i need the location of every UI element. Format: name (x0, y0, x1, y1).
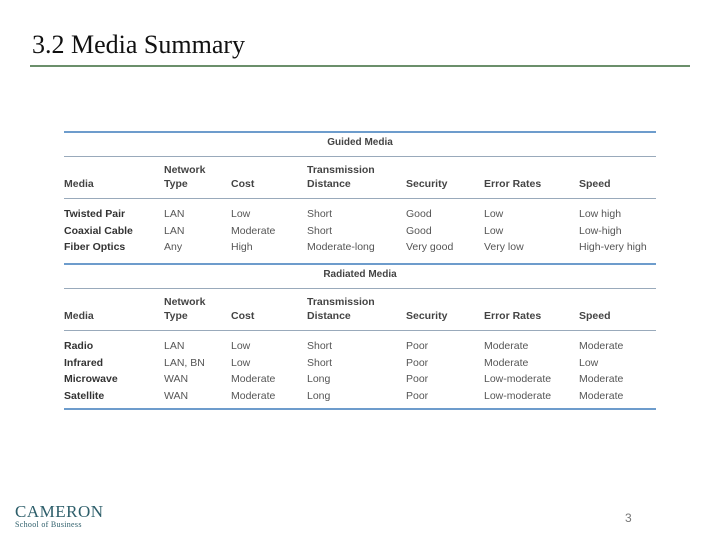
section-label: Radiated Media (323, 269, 397, 280)
logo-subtitle: School of Business (15, 520, 82, 529)
column-header: Distance (307, 178, 351, 190)
table-cell: LAN (164, 340, 185, 352)
table-cell: Poor (406, 356, 429, 369)
column-header: Security (406, 310, 448, 322)
table-cell: Good (406, 224, 432, 237)
table-cell: Short (307, 340, 333, 352)
table-cell: High (231, 241, 253, 253)
table-cell: Moderate (231, 373, 276, 385)
table-cell: Low (231, 208, 251, 220)
table-cell: LAN (164, 208, 185, 220)
slide-title: 3.2 Media Summary (32, 30, 246, 59)
table-cell: Fiber Optics (64, 241, 126, 253)
table-cell: Infrared (64, 356, 104, 369)
table-rule (64, 408, 656, 410)
table-cell: Radio (64, 340, 94, 352)
column-header: Media (64, 178, 94, 190)
table-cell: Low (484, 224, 504, 237)
table-cell: Low-high (579, 224, 622, 237)
table-cell: Satellite (64, 389, 105, 402)
table-rule (64, 330, 656, 331)
table-cell: LAN, BN (164, 356, 205, 369)
table-cell: Very good (406, 241, 454, 253)
table-cell: LAN (164, 224, 185, 237)
column-header: Media (64, 310, 94, 322)
column-header: Cost (231, 310, 255, 322)
column-header: Error Rates (484, 310, 542, 322)
column-header: Transmission Distance (307, 296, 375, 322)
table-cell: Short (307, 356, 333, 369)
table-rule (64, 288, 656, 289)
column-header: Network Type (164, 296, 206, 322)
table-cell: Low (231, 340, 251, 352)
table-cell: Moderate (231, 389, 276, 402)
column-header: Network (164, 164, 206, 176)
table-cell: Low high (579, 208, 622, 220)
title-divider (30, 65, 690, 67)
table-cell: Short (307, 208, 333, 220)
table-cell: Poor (406, 389, 429, 402)
table-cell: Moderate (579, 389, 624, 402)
table-cell: Any (164, 241, 183, 253)
table-cell: Poor (406, 340, 429, 352)
column-header: Transmission (307, 164, 375, 176)
table-cell: Moderate (579, 340, 624, 352)
page-number: 3 (625, 511, 632, 525)
table-cell: Very low (484, 241, 524, 253)
table-cell: Twisted Pair (64, 208, 126, 220)
table-cell: Moderate (231, 224, 276, 237)
section-label: Guided Media (327, 137, 393, 148)
table-cell: Low-moderate (484, 373, 552, 385)
table-cell: Moderate (484, 356, 529, 369)
table-cell: Low (484, 208, 504, 220)
table-cell: Long (307, 389, 331, 402)
table-cell: High-very high (579, 241, 647, 253)
table-rule (64, 198, 656, 199)
table-cell: Good (406, 208, 432, 220)
column-header: Cost (231, 178, 255, 190)
table-cell: Low-moderate (484, 389, 552, 402)
table-cell: WAN (164, 389, 189, 402)
table-cell: Low (231, 356, 251, 369)
table-cell: WAN (164, 373, 189, 385)
table-rule (64, 263, 656, 265)
logo-name: CAMERON (15, 502, 104, 521)
table-rule (64, 156, 656, 157)
table-cell: Moderate-long (307, 241, 375, 253)
column-header: Error Rates (484, 178, 542, 190)
table-rule (64, 131, 656, 133)
column-header: Speed (579, 310, 611, 322)
table-cell: Microwave (64, 373, 118, 385)
table-cell: Moderate (579, 373, 624, 385)
table-cell: Poor (406, 373, 429, 385)
column-header: Speed (579, 178, 611, 190)
column-header: Type (164, 178, 188, 190)
table-cell: Coaxial Cable (64, 224, 133, 237)
cameron-logo (15, 502, 104, 529)
table-cell: Long (307, 373, 331, 385)
table-cell: Low (579, 356, 599, 369)
table-cell: Short (307, 224, 333, 237)
table-cell: Moderate (484, 340, 529, 352)
column-header: Security (406, 178, 448, 190)
